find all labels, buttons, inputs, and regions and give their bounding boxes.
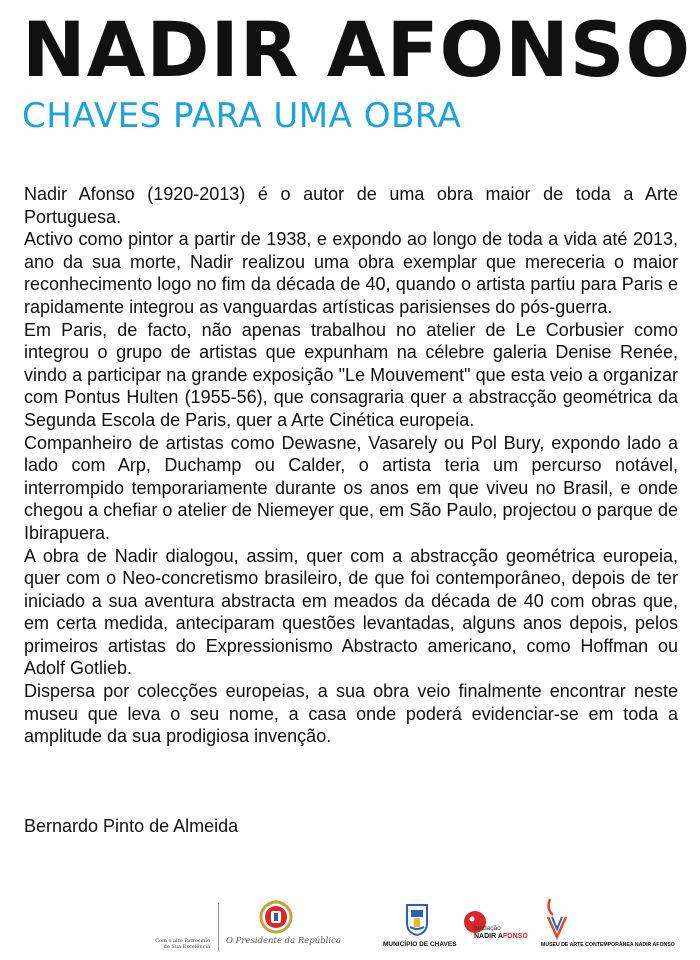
fundacao-name-part1: NADIR A: [474, 933, 503, 940]
paragraph-2: Activo como pintor a partir de 1938, e expondo ao longo de toda a vida até 2013, ano da sua morte, Nadir realizou uma obra exemplar que mereceria o maior reconhecimento logo no fim da década de 40, quando o artista partiu para Paris e rapidamente integrou as vanguardas artísticas parisienses do pós-guerra.: [24, 229, 678, 317]
museu-nadir-afonso-logo-icon: [544, 895, 570, 941]
president-caption: O Presidente da República: [226, 936, 341, 946]
paragraph-3: Em Paris, de facto, não apenas trabalhou no atelier de Le Corbusier como integrou o grupo de artistas que expunham na célebre galeria Denise Renée, vindo a participar na grande exposição "Le Mouvement" que esta veio a organizar com Pontus Hulten (1955-56), que consagraria quer a abstracção geométrica da Segunda Escola de Paris, quer a Arte Cinética europeia.: [24, 319, 678, 430]
page-subtitle: CHAVES PARA UMA OBRA: [22, 96, 462, 136]
sponsor-footer: [0, 895, 700, 960]
municipio-chaves-caption: MUNICÍPIO DE CHAVES: [383, 941, 457, 948]
fundacao-name-part2: FONSO: [502, 933, 528, 940]
patron-caption: Com o alto Patrocínio de Sua Excelência: [155, 938, 210, 950]
portuguese-republic-crest-icon: [258, 899, 294, 935]
author-signature: Bernardo Pinto de Almeida: [24, 816, 239, 836]
paragraph-4: Companheiro de artistas como Dewasne, Vasarely ou Pol Bury, expondo lado a lado com Arp, Duchamp ou Calder, o artista teria um percurso notável, interrompido temporariamente durante os anos em que viveu no Brasil, e onde chegou a chefiar o atelier de Niemeyer que, em São Paulo, projectou o parque de Ibirapuera.: [24, 432, 678, 543]
fundacao-name: [474, 933, 528, 940]
municipio-chaves-crest-icon: [405, 903, 429, 937]
fundacao-label: fundação: [474, 925, 501, 932]
page-title: NADIR AFONSO: [22, 5, 692, 94]
paragraph-6: Dispersa por colecções europeias, a sua obra veio finalmente encontrar neste museu que leva o seu nome, a casa onde poderá evidenciar-se em toda a amplitude da sua prodigiosa invenção.: [24, 681, 678, 747]
footer-divider: [218, 903, 219, 951]
paragraph-5: A obra de Nadir dialogou, assim, quer com a abstracção geométrica europeia, quer com o Neo-concretismo brasileiro, de que foi contemporâneo, depois de ter iniciado a sua aventura abstracta em meados da década de 40 com obras que, em certa medida, anteciparam questões levantadas, alguns anos depois, pelos primeiros artistas do Expressionismo Abstracto americano, como Hoffman ou Adolf Gotlieb.: [24, 545, 678, 679]
paragraph-1: Nadir Afonso (1920-2013) é o autor de uma obra maior de toda a Arte Portuguesa.: [24, 184, 678, 227]
article-body: [24, 183, 678, 748]
museum-caption: MUSEU DE ARTE CONTEMPORÂNEA NADIR AFONSO: [541, 942, 675, 948]
